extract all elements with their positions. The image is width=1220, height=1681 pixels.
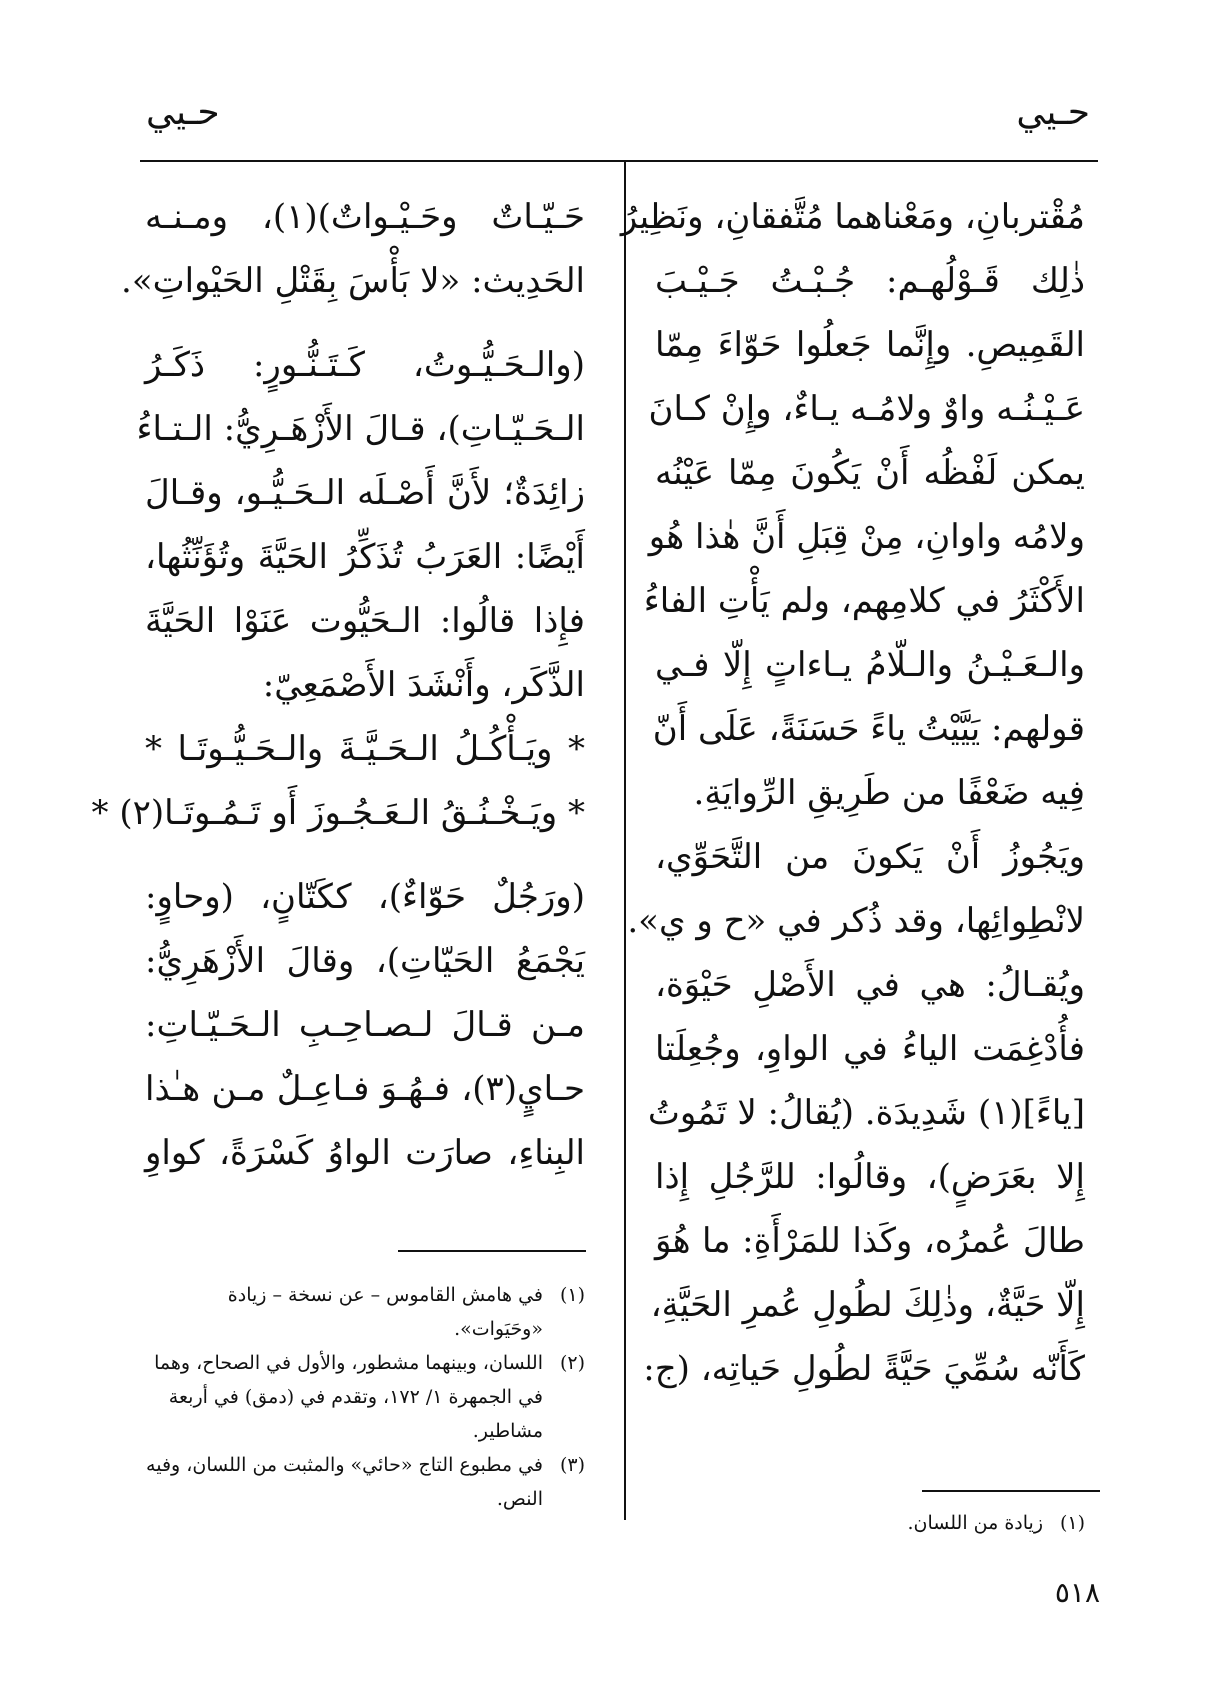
text-line: البِناءِ، صارَت الواوُ كَسْرَةً، كواوِ <box>145 1133 585 1173</box>
text-line: الحَدِيث: «لا بَأْسَ بِقَتْلِ الحَيْواتِ». <box>121 261 585 301</box>
footnote <box>145 1278 585 1346</box>
header-rule <box>140 160 1098 162</box>
text-line: كَأَنّه سُمِّيَ حَيَّةً لطُولِ حَياتِه، (ج: <box>643 1349 1085 1389</box>
text-line: زائِدَةٌ؛ لأَنَّ أَصْـلَه الـحَـيُّـو، وقـالَ <box>145 473 585 513</box>
footnote <box>145 1448 585 1516</box>
text-line: ويَجُوزُ أَنْ يَكونَ من التَّحَوِّي، <box>655 837 1085 877</box>
footnote <box>145 1346 585 1448</box>
footnote-rule <box>922 1490 1100 1492</box>
text-line: يمكن لَفْظُه أَنْ يَكُونَ مِمّا عَيْنُه <box>655 453 1085 493</box>
page-number: ٥١٨ <box>1054 1576 1100 1609</box>
text-line: فأُدْغِمَت الياءُ في الواوِ، وجُعِلَتا <box>655 1029 1085 1069</box>
footnote-number: (٢) <box>559 1352 585 1374</box>
text-line: ذٰلِك قَـوْلُهـم: جُـبْـتُ جَـيْـبَ <box>655 261 1085 301</box>
text-line: مُقْتربانِ، ومَعْناهما مُتَّفقانِ، ونَظِيرُ <box>620 197 1085 237</box>
footnote-rule <box>398 1250 586 1252</box>
footnote-number: (٣) <box>559 1454 585 1476</box>
text-line: طالَ عُمرُه، وكَذا للمَرْأَةِ: ما هُوَ <box>655 1221 1085 1261</box>
text-line: مـن قـالَ لـصـاحِـبِ الـحَـيّـاتِ: <box>145 1005 585 1045</box>
text-line: إِلا بعَرَضٍ)، وقالُوا: للرَّجُلِ إِذا <box>655 1157 1085 1197</box>
text-line: (ورَجُلٌ حَوّاءٌ)، ككَتّانٍ، (وحاوٍ: <box>145 877 585 917</box>
text-line: فِيه ضَعْفًا من طَرِيقِ الرِّوايَةِ. <box>693 773 1085 813</box>
text-line: ولامُه واوانِ، مِنْ قِبَلِ أَنَّ هٰذا هُو <box>648 517 1085 557</box>
footnote-number: (١) <box>559 1284 585 1306</box>
text-line: عَـيْـنُـه واوٌ ولامُـه يـاءٌ، وإِنْ كـانَ <box>648 389 1085 429</box>
verse-line: * ويَـأْكُـلُ الـحَـيَّـةَ والـحَـيُّـوتَـا * <box>145 729 585 769</box>
right-column <box>620 185 1085 1401</box>
text-line: القَمِيصِ. وإِنَّما جَعلُوا حَوّاءَ مِمّا <box>655 325 1085 365</box>
text-line: قولهم: يَيَّيْتُ ياءً حَسَنَةً، عَلَى أَنّ <box>652 709 1085 749</box>
footnote-text: في هامش القاموس – عن نسخة – زيادة «وحَيَوات». <box>227 1284 543 1340</box>
footnote-text: زيادة من اللسان. <box>907 1512 1043 1534</box>
text-line: إِلّا حَيَّةٌ، وذٰلِكَ لطُولِ عُمرِ الحَيَّةِ، <box>650 1285 1085 1325</box>
footnote-text: في مطبوع التاج «حائي» والمثبت من اللسان، وفيه النص. <box>146 1454 543 1510</box>
left-column <box>91 185 585 1185</box>
verse-line: * ويَـخْـنُـقُ الـعَـجُـوزَ أَو تَـمُـوتَـا(٢) * <box>91 793 585 833</box>
text-line: [ياءً](١) شَدِيدَة. (يُقالُ: لا تَمُوتُ <box>647 1093 1085 1133</box>
running-head-right: حـيي <box>1016 92 1090 133</box>
text-line: يَجْمَعُ الحَيّاتِ)، وقالَ الأَزْهَرِيُّ: <box>145 941 585 981</box>
running-head-left: حـيي <box>146 92 220 133</box>
text-line: الذَّكَر، وأَنْشَدَ الأَصْمَعِيّ: <box>262 665 585 705</box>
footnotes-left <box>145 1278 585 1516</box>
text-line: حَـيّـاتٌ وحَـيْـواتٌ)(١)، ومـنـه <box>145 197 585 237</box>
footnote-text: اللسان، وبينهما مشطور، والأول في الصحاح، وهما في الجمهرة ١/ ١٧٢، وتقدم في (دمق) في أربعة مشاطير. <box>154 1352 543 1442</box>
text-line: الأَكْثَرُ في كلامِهم، ولم يَأْتِ الفاءُ <box>643 581 1085 621</box>
text-line: والـعَـيْـنُ والـلّامُ يـاءاتٍ إِلّا فـي <box>655 645 1085 685</box>
text-line: فإِذا قالُوا: الـحَيُّوت عَنَوْا الحَيَّةَ <box>145 601 585 641</box>
footnote <box>655 1506 1085 1540</box>
text-line: حـايٍ(٣)، فـهُـوَ فـاعِـلٌ مـن هـٰذا <box>145 1069 585 1109</box>
text-line: أَيْضًا: العَرَبُ تُذَكِّرُ الحَيَّةَ وتُؤَنِّثُها، <box>145 537 585 577</box>
text-line: (والـحَـيُّـوتُ، كَـتَـنُّـورٍ: ذَكَـرُ <box>145 345 585 385</box>
column-divider <box>624 160 626 1520</box>
footnote-number: (١) <box>1059 1512 1085 1534</box>
text-line: الـحَـيّـاتِ)، قـالَ الأَزْهَـرِيُّ: الـتـاءُ <box>136 409 585 449</box>
text-line: لانْطِوائِها، وقد ذُكر في «ح و ي». <box>627 901 1085 941</box>
footnotes-right <box>655 1506 1085 1540</box>
text-line: ويُقـالُ: هي في الأَصْلِ حَيْوَة، <box>655 965 1085 1005</box>
